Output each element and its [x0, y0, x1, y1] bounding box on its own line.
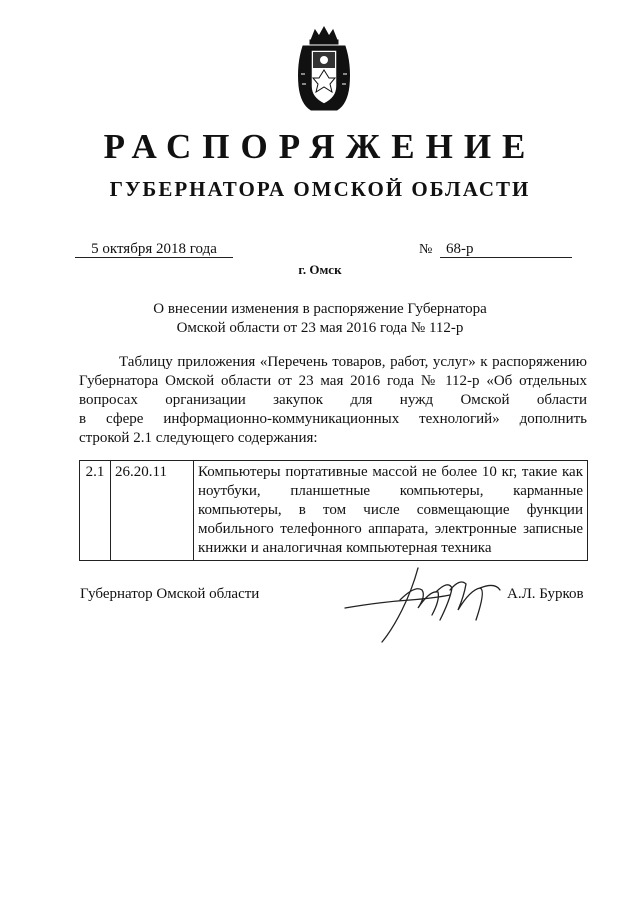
- added-table-row: [79, 460, 588, 561]
- coat-of-arms-icon: [291, 24, 357, 112]
- description-line: ноутбуки, планшетные компьютеры, карманные: [198, 483, 583, 499]
- signatory-name: А.Л. Бурков: [507, 586, 584, 602]
- number-sign: №: [419, 242, 433, 257]
- city-label: г. Омск: [298, 262, 342, 277]
- handwritten-signature-icon: [340, 560, 520, 650]
- description-line: компьютеры, в том числе совмещающие функции: [198, 502, 583, 518]
- description-line: Компьютеры портативные массой не более 10 кг, такие как: [198, 464, 583, 480]
- body-line: строкой 2.1 следующего содержания:: [79, 430, 318, 446]
- body-line: вопросах организации закупок для нужд Омской области: [79, 392, 587, 408]
- body-line: в сфере информационно-коммуникационных технологий» дополнить: [79, 411, 587, 427]
- body-line: Губернатора Омской области от 23 мая 2016 года № 112-р «Об отдельных: [79, 373, 587, 389]
- heading-line: Омской области от 23 мая 2016 года № 112-р: [176, 320, 464, 336]
- document-number: 68-р: [440, 241, 572, 258]
- document-heading: [150, 300, 490, 338]
- description-line: мобильного телефонного аппарата, электронные записные: [198, 521, 583, 537]
- issuer-subtitle: ГУБЕРНАТОРА ОМСКОЙ ОБЛАСТИ: [109, 177, 531, 201]
- body-line: Таблицу приложения «Перечень товаров, работ, услуг» к распоряжению: [119, 354, 587, 370]
- table-row: [80, 461, 588, 561]
- row-number-cell: 2.1: [80, 461, 111, 561]
- code-cell: 26.20.11: [111, 461, 194, 561]
- signatory-title: Губернатор Омской области: [80, 586, 260, 602]
- document-type-title: РАСПОРЯЖЕНИЕ: [103, 127, 537, 166]
- description-line: книжки и аналогичная компьютерная техника: [198, 540, 492, 556]
- description-cell: [194, 461, 588, 561]
- document-date: 5 октября 2018 года: [75, 241, 233, 258]
- heading-line: О внесении изменения в распоряжение Губернатора: [153, 301, 487, 317]
